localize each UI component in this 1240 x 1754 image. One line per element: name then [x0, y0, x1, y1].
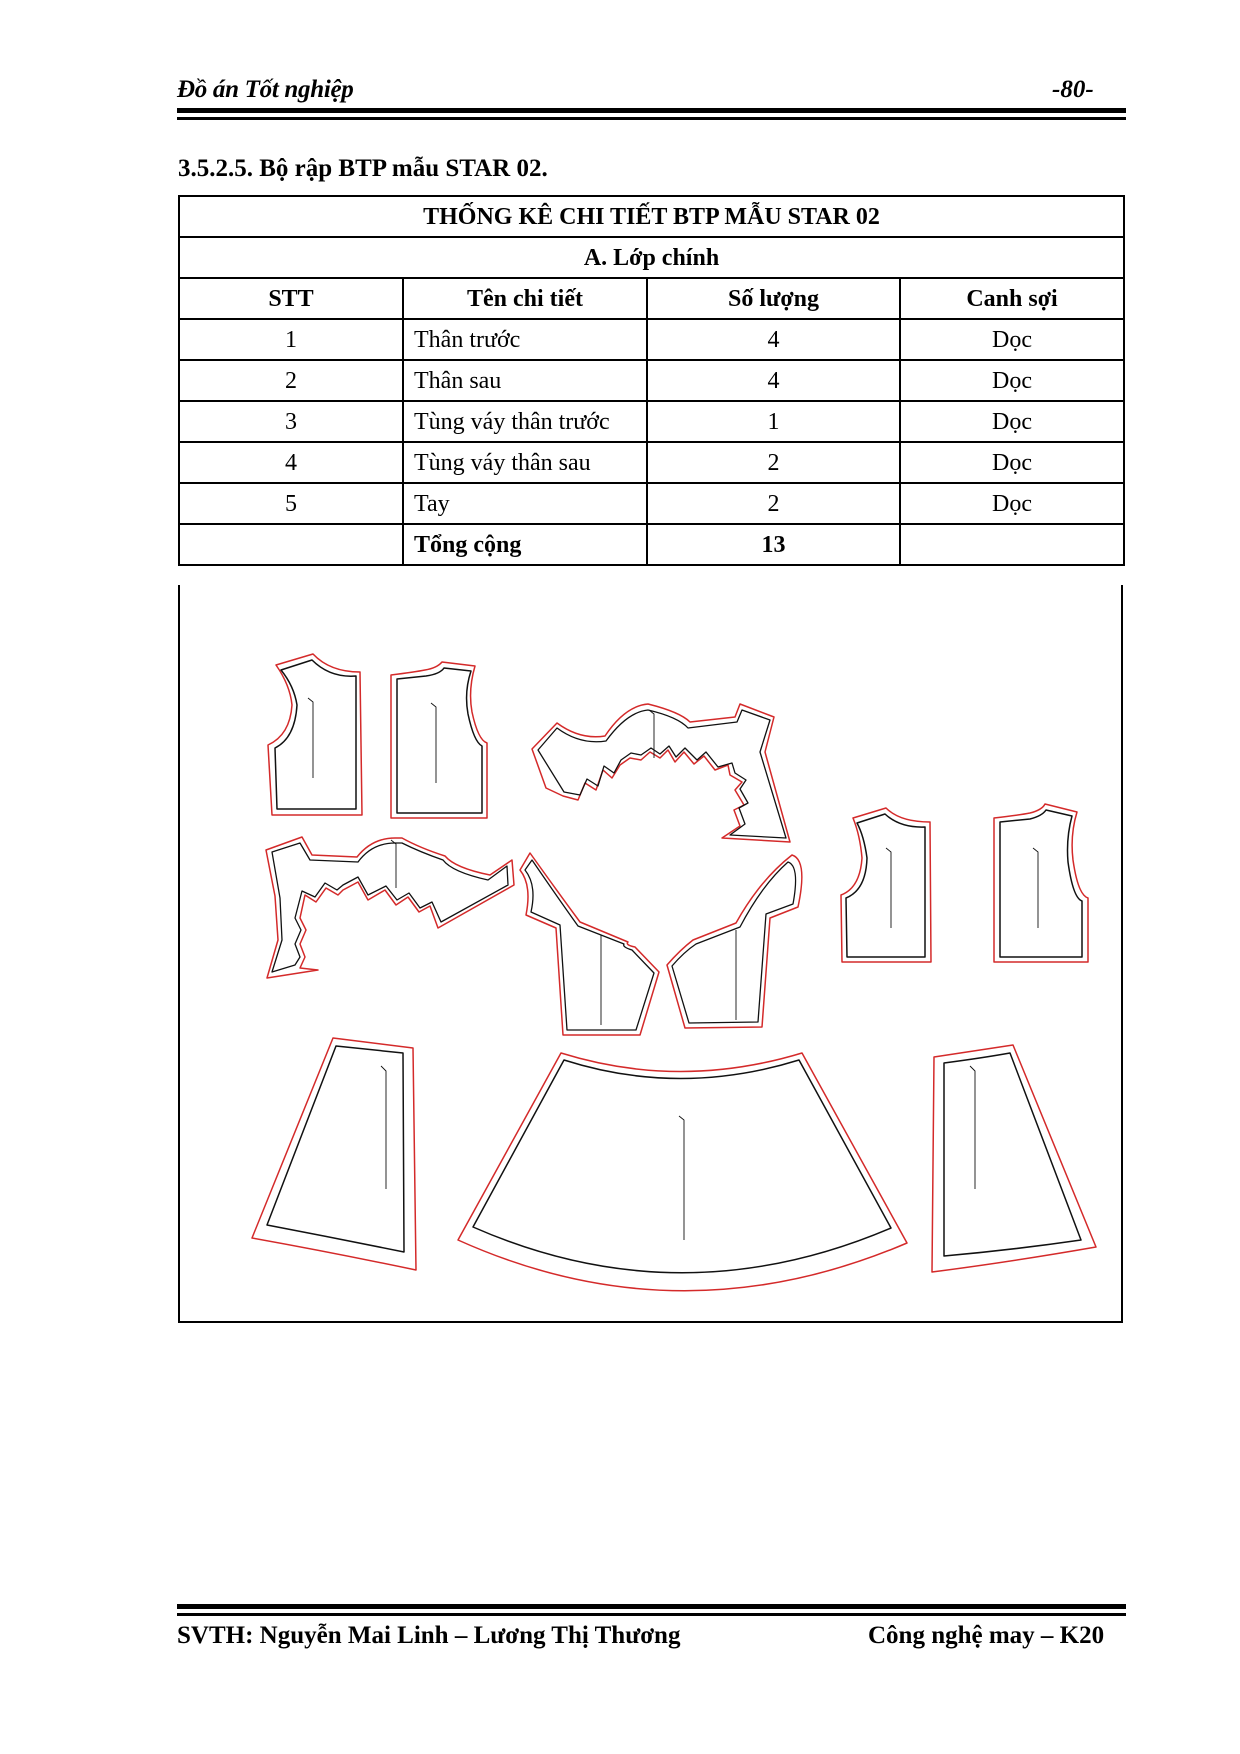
piece-label-line1: STAR 02 - M	[725, 955, 733, 995]
pattern-piece-ao-tt-chinh-1	[520, 853, 659, 1035]
cell-qty: 4	[647, 360, 900, 401]
piece-label-line2: ÁO TS LÓT X2	[1041, 867, 1049, 913]
table-title: THỐNG KÊ CHI TIẾT BTP MẪU STAR 02	[179, 196, 1124, 237]
column-header-grain: Canh sợi	[900, 278, 1124, 319]
piece-label-line1: STAR 02 - M	[673, 1160, 681, 1200]
cell-grain: Dọc	[900, 319, 1124, 360]
pattern-piece-ao-ts-chinh-2	[391, 662, 487, 818]
cell-stt: 3	[179, 401, 403, 442]
cell-stt: 4	[179, 442, 403, 483]
piece-label-line2: ÁO TT CHÍNH X4	[604, 952, 612, 1008]
pattern-piece-tung-vay-ts-2	[932, 1045, 1096, 1272]
cell-grain: Dọc	[900, 442, 1124, 483]
piece-label-line2: TÙNG VÁY TT CHÍNH X1	[687, 1139, 695, 1221]
column-header-stt: STT	[179, 278, 403, 319]
cell-name: Tùng váy thân trước	[403, 401, 647, 442]
piece-label-line1: STAR 02 - M	[880, 870, 888, 910]
column-header-name: Tên chi tiết	[403, 278, 647, 319]
pattern-piece-tay-chinh-2	[266, 837, 514, 978]
section-title: 3.5.2.5. Bộ rập BTP mẫu STAR 02.	[178, 155, 548, 182]
cell-grain: Dọc	[900, 401, 1124, 442]
pattern-piece-ao-tt-chinh-2	[667, 855, 802, 1028]
piece-label-line1: STAR 02 - M	[1027, 870, 1035, 910]
piece-label-line1: STAR 02 - M	[643, 716, 651, 756]
cell-name: Thân trước	[403, 319, 647, 360]
piece-label-line1: STAR 02 - M	[375, 1110, 383, 1150]
piece-label-line1: STAR 02 - M	[964, 1110, 972, 1150]
piece-label-line1: STAR 02 - M	[302, 720, 310, 760]
piece-label-line2: TÙNG VÁY TS CHÍNH X2	[978, 1090, 986, 1170]
cell-qty: 1	[647, 401, 900, 442]
cell-qty: 2	[647, 442, 900, 483]
cell-qty: 4	[647, 319, 900, 360]
piece-label-line2: ÁO TT CHÍNH X4	[739, 947, 747, 1003]
cell-stt: 2	[179, 360, 403, 401]
cell-grain: Dọc	[900, 483, 1124, 524]
piece-label-line1: STAR 02 - M	[590, 960, 598, 1000]
total-label: Tổng cộng	[403, 524, 647, 565]
footer-students: SVTH: Nguyễn Mai Linh – Lương Thị Thương	[177, 1622, 681, 1649]
piece-label-line2: ÁO TS CHÍNH X2	[439, 717, 447, 773]
piece-label-line2: ÁO TS LÓT X2	[894, 867, 902, 913]
piece-label-line2: ÁO TS CHÍNH X2	[316, 712, 324, 768]
cell-name: Tay	[403, 483, 647, 524]
piece-label-line1: STAR 02 - M	[385, 846, 393, 886]
footer-program: Công nghệ may – K20	[868, 1622, 1105, 1649]
cell-stt: 5	[179, 483, 403, 524]
footer-rule-thin	[177, 1613, 1126, 1616]
cell-name: Tùng váy thân sau	[403, 442, 647, 483]
piece-label-line2: TAY CHÍNH X2	[657, 712, 665, 760]
pattern-piece-tung-vay-tt	[458, 1053, 907, 1291]
pattern-piece-ao-ts-chinh-1	[268, 654, 362, 815]
cell-name: Thân sau	[403, 360, 647, 401]
pattern-piece-tay-chinh-1	[532, 704, 790, 842]
cell-stt: 1	[179, 319, 403, 360]
total-qty: 13	[647, 524, 900, 565]
pattern-piece-ao-ts-lot-2	[994, 804, 1088, 962]
pattern-piece-tung-vay-ts-1	[252, 1038, 416, 1270]
table-subtitle: A. Lớp chính	[179, 237, 1124, 278]
header-title: Đồ án Tốt nghiệp	[177, 76, 354, 103]
piece-label-line2: TAY CHÍNH X2	[399, 842, 407, 890]
page-number: -80-	[1052, 76, 1094, 103]
cell-qty: 2	[647, 483, 900, 524]
pattern-piece-ao-ts-lot-1	[841, 808, 931, 962]
piece-label-line2: TÙNG VÁY TS CHÍNH X2	[389, 1090, 397, 1170]
piece-label-line1: STAR 02 - M	[425, 725, 433, 765]
cell-grain: Dọc	[900, 360, 1124, 401]
footer-rule-thick	[177, 1604, 1126, 1609]
column-header-qty: Số lượng	[647, 278, 900, 319]
